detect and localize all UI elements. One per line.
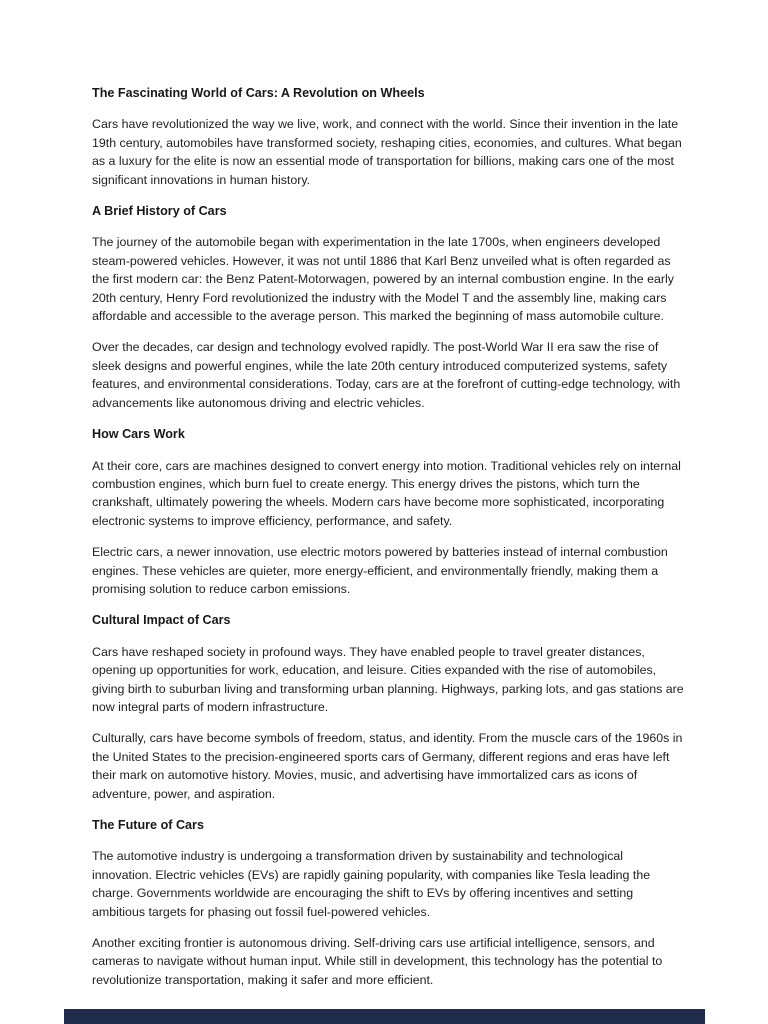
paragraph-culture-1: Cars have reshaped society in profound ways. They have enabled people to travel greater distances, opening up opportunities for work, education, and leisure. Cities expanded with the rise of automobiles, giving birth to suburban living and transforming urban planning. Highways, parking lots, and gas stations are now integral parts of modern infrastructure. <box>92 644 684 714</box>
section-heading-brief-history: A Brief History of Cars <box>92 204 227 219</box>
section-heading-how-cars-work: How Cars Work <box>92 427 185 442</box>
section-heading-cultural-impact: Cultural Impact of Cars <box>92 613 231 628</box>
paragraph-future-2: Another exciting frontier is autonomous driving. Self-driving cars use artificial intelligence, sensors, and cameras to navigate without human input. While still in development, this technology has the potential to revolutionize transportation, making it safer and more efficient. <box>92 936 663 987</box>
paragraph-intro: Cars have revolutionized the way we live, work, and connect with the world. Since their invention in the late 19th century, automobiles have transformed society, reshaping cities, economies, and cultures. What began as a luxury for the elite is now an essential mode of transportation for billions, making cars one of the most significant innovations in human history. <box>92 117 682 187</box>
paragraph-how-2: Electric cars, a newer innovation, use electric motors powered by batteries instead of internal combustion engines. These vehicles are quieter, more energy-efficient, and environmentally friendly, making them a promising solution to reduce carbon emissions. <box>92 545 668 596</box>
paragraph-history-2: Over the decades, car design and technology evolved rapidly. The post-World War II era saw the rise of sleek designs and powerful engines, while the late 20th century introduced computerized systems, safety features, and environmental considerations. Today, cars are at the forefront of cutting-edge technology, with advancements like autonomous driving and electric vehicles. <box>92 340 681 410</box>
doc-title: The Fascinating World of Cars: A Revolution on Wheels <box>92 86 425 100</box>
section-heading-future: The Future of Cars <box>92 818 204 832</box>
paragraph-how-1: At their core, cars are machines designed to convert energy into motion. Traditional vehicles rely on internal combustion engines, which burn fuel to create energy. This energy drives the pistons, which turn the crankshaft, ultimately powering the wheels. Modern cars have become more sophisticated, incorporating electronic systems to improve efficiency, performance, and safety. <box>92 458 681 528</box>
paragraph-culture-2: Culturally, cars have become symbols of freedom, status, and identity. From the muscle cars of the 1960s in the United States to the precision-engineered sports cars of Germany, different regions and eras have left their mark on automotive history. Movies, music, and advertising have immortalized cars as icons of adventure, power, and aspiration. <box>92 731 683 801</box>
document-content <box>92 84 684 1002</box>
paragraph-future-1: The automotive industry is undergoing a transformation driven by sustainability and technological innovation. Electric vehicles (EVs) are rapidly gaining popularity, with companies like Tesla leading the charge. Governments worldwide are encouraging the shift to EVs by offering incentives and setting ambitious targets for phasing out fossil fuel-powered vehicles. <box>92 849 651 919</box>
viewer-footer-bar <box>64 1009 705 1024</box>
paragraph-history-1: The journey of the automobile began with experimentation in the late 1700s, when engineers developed steam-powered vehicles. However, it was not until 1886 that Karl Benz unveiled what is often regarded as the first modern car: the Benz Patent-Motorwagen, powered by an internal combustion engine. In the early 20th century, Henry Ford revolutionized the industry with the Model T and the assembly line, making cars affordable and accessible to the average person. This marked the beginning of mass automobile culture. <box>92 235 674 324</box>
